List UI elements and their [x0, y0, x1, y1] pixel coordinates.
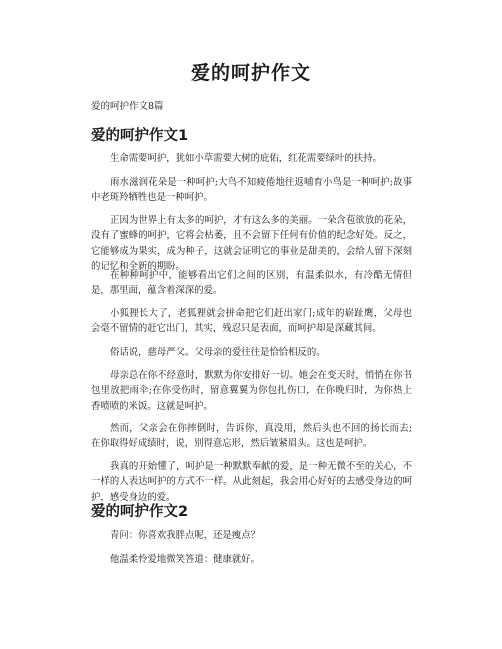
paragraph: 生命需要呵护，犹如小草需要大树的庇佑，红花需要绿叶的扶持。: [110, 153, 382, 164]
paragraph: 母亲总在你不经意时，默默为你安排好一切。她会在变天时，悄悄在你书包里放把雨伞;在你受伤时，留意翼翼为你包扎伤口，在你晚归时，为你热上香喷喷的米饭。这就是呵护。: [91, 370, 412, 412]
paragraph: 雨水滋润花朵是一种呵护;大鸟不知疲倦地往返哺育小鸟是一种呵护;故事中老斑羚牺牲也是一种呵护。: [91, 177, 412, 204]
paragraph: 小狐狸长大了，老狐狸就会拼命把它们赶出家门;成年的崭趾鹰，父母也会毫不留情的赶它出门，其实，残忍只是表面，而呵护却是深藏其间。: [91, 308, 412, 335]
document-subtitle: 爱的呵护作文8篇: [91, 101, 164, 112]
document-title: 爱的呵护作文: [190, 62, 311, 84]
paragraph: 然而，父亲会在你摔倒时，告诉你，真没用，然后头也不回的扬长而去;在你取得好成绩时，说，别得意忘形，然后皱紧眉头。这也是呵护。: [91, 423, 412, 450]
paragraph: 俗话说，慈母严父。父母亲的爱往往是恰恰相反的。: [110, 347, 326, 358]
paragraph: 在种种呵护中，能够看出它们之间的区别，有温柔似水，有冷酷无情但是，那里面，蕴含着深深的爱。: [91, 270, 412, 297]
paragraph: 我真的开始懂了，呵护是一种默默奉献的爱，是一种无微不至的关心，不一样的人表达呵护的方式不一样。从此刻起，我会用心好好的去感受身边的呵护，感受身边的爱。: [91, 461, 412, 503]
paragraph: 青问：你喜欢我胖点呢，还是瘦点？: [110, 530, 261, 541]
section-heading-1: 爱的呵护作文1: [91, 128, 189, 144]
paragraph: 他温柔怜爱地微笑答道：健康就好。: [110, 554, 261, 565]
paragraph: 正因为世界上有太多的呵护，才有这么多的美丽。一朵含苞欲放的花朵，没有了蜜蜂的呵护，它将会枯萎，且不会留下任何有价值的纪念好处。反之，它能够成为果实，成为种子，这就会证明它的事业是甜美的，会给人留下深刻的记忆和全新的期盼。: [91, 215, 412, 273]
section-heading-2: 爱的呵护作文2: [91, 504, 189, 520]
